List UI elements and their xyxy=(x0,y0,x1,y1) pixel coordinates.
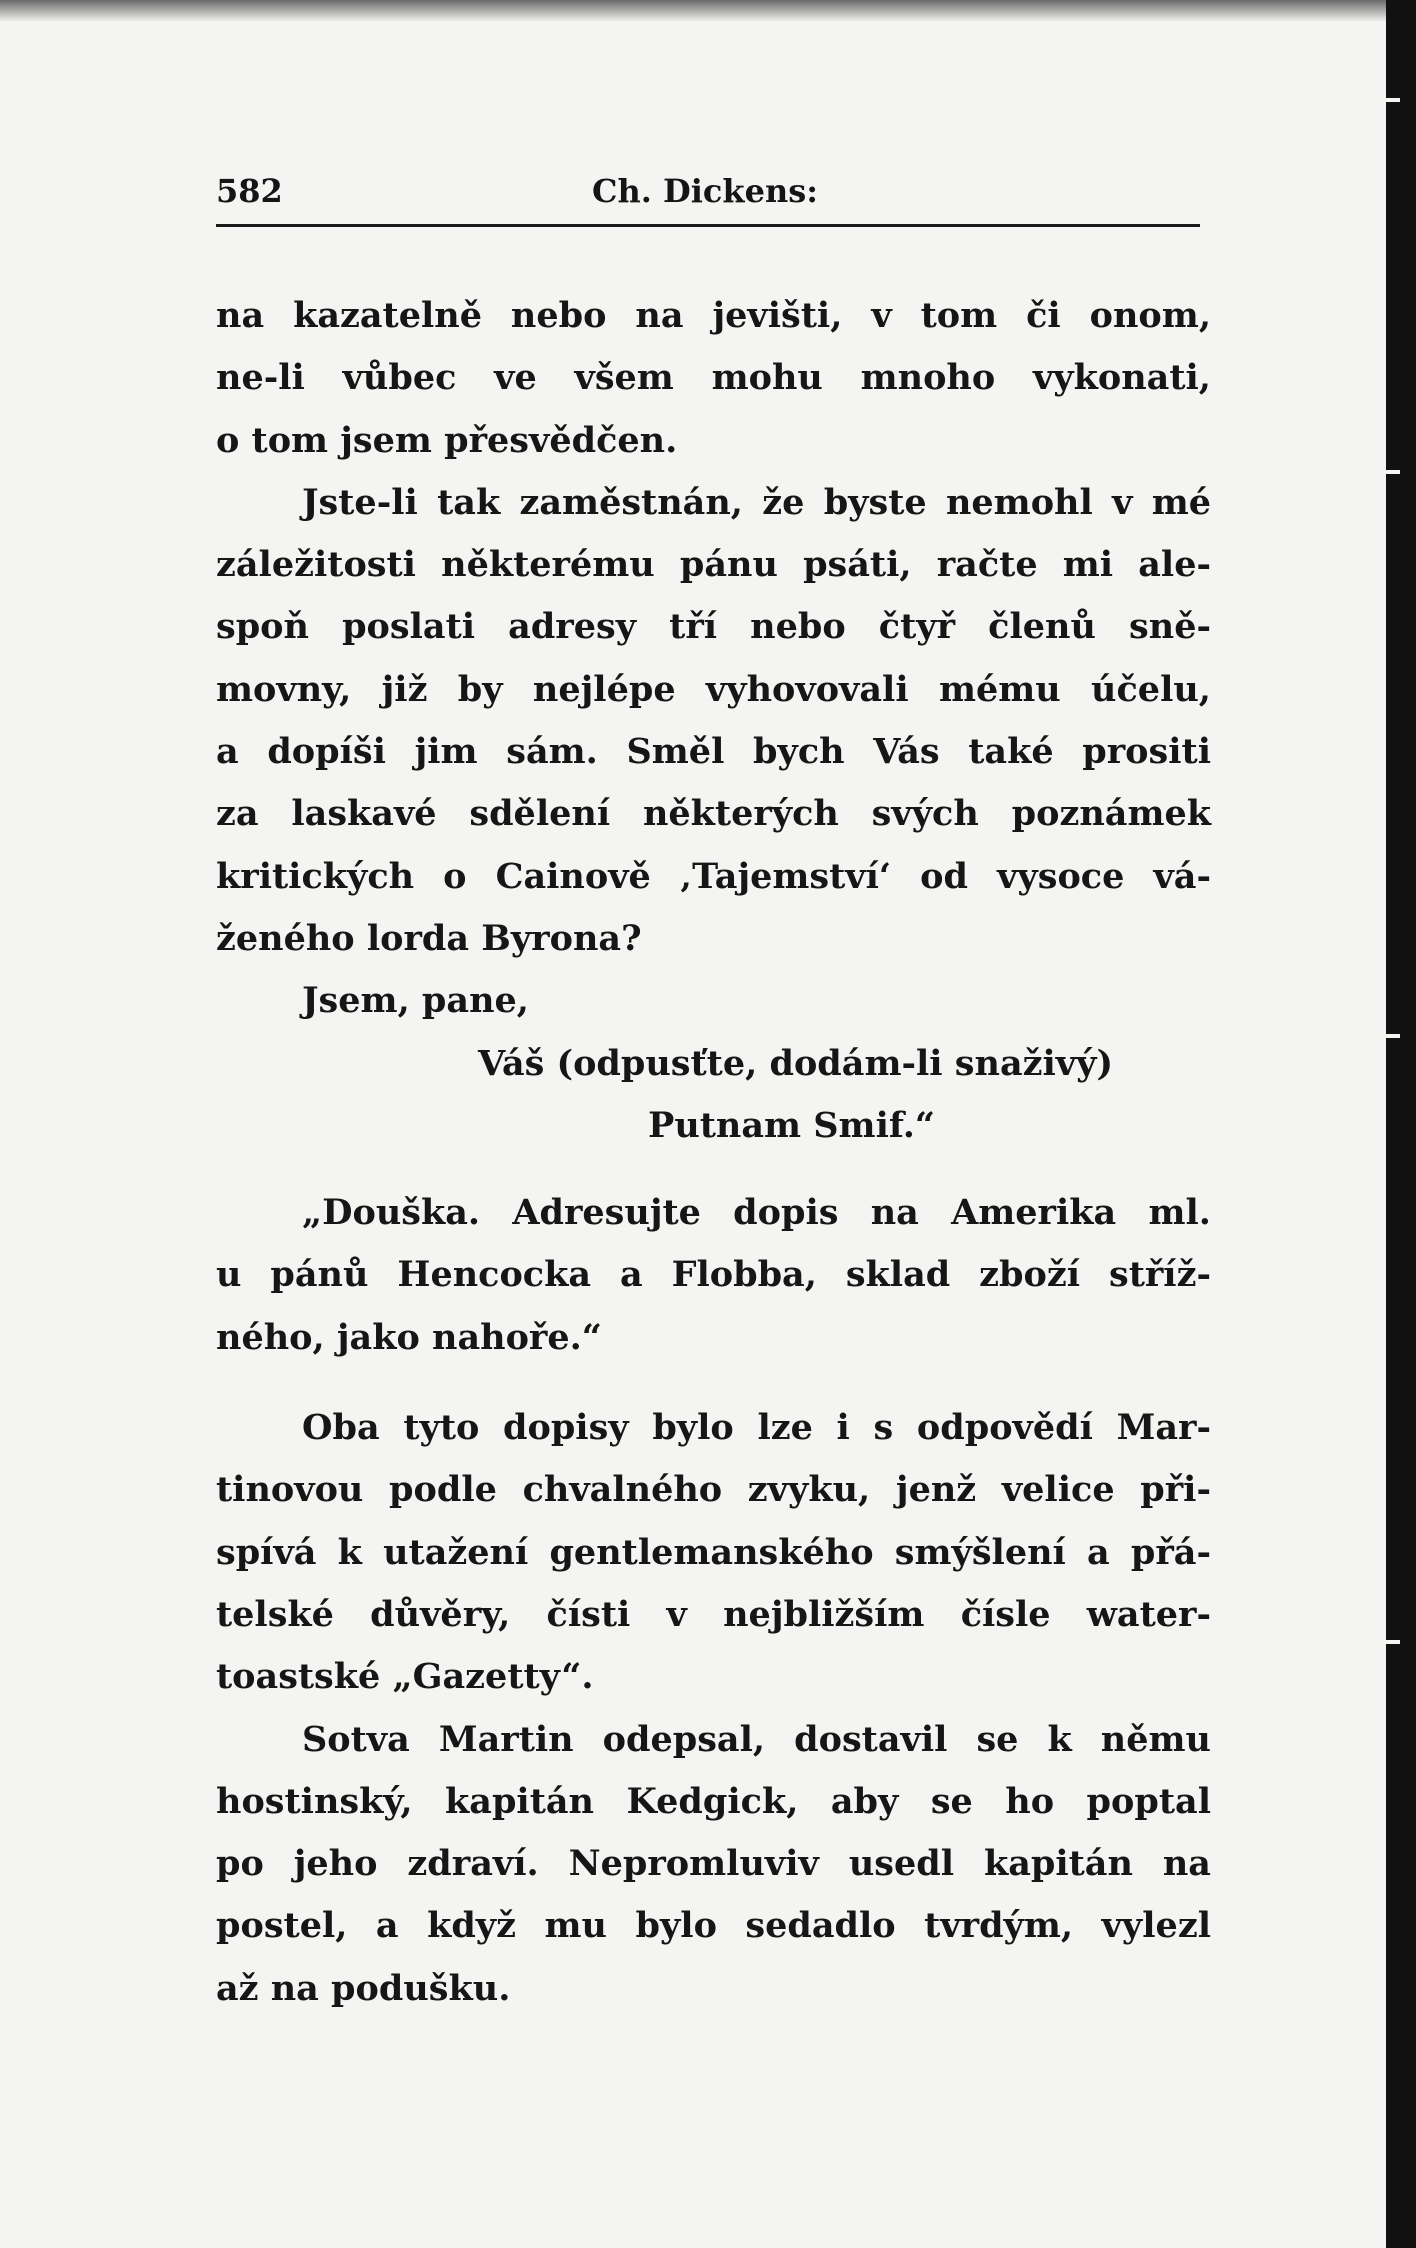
text-line: na kazatelně nebo na jevišti, v tom či onom, xyxy=(216,295,1211,336)
text-line: ného, jako nahoře.“ xyxy=(216,1316,602,1358)
text-line: postel, a když mu bylo sedadlo tvrdým, vylezl xyxy=(216,1905,1211,1947)
text-line: „Douška. Adresujte dopis na Amerika ml. xyxy=(302,1192,1211,1234)
text-line: u pánů Hencocka a Flobba, sklad zboží stříž- xyxy=(216,1254,1211,1296)
text-line: toastské „Gazetty“. xyxy=(216,1656,594,1698)
text-line: telské důvěry, čísti v nejbližším čísle water- xyxy=(216,1593,1211,1635)
page-header xyxy=(216,168,1200,218)
text-line: kritických o Cainově ‚Tajemství‘ od vysoce vá- xyxy=(216,855,1211,897)
signature-name: Putnam Smif.“ xyxy=(648,1104,936,1146)
page-number: 582 xyxy=(216,172,283,210)
text-line: spívá k utažení gentlemanského smýšlení a přá- xyxy=(216,1531,1211,1573)
spacer xyxy=(216,1157,1211,1182)
text-line: až na podušku. xyxy=(216,1967,511,2009)
book-edge-border xyxy=(1386,0,1416,2248)
text-line: hostinský, kapitán Kedgick, aby se ho poptal xyxy=(216,1780,1211,1822)
text-line: o tom jsem přesvědčen. xyxy=(216,419,678,461)
text-line: Oba tyto dopisy bylo lze i s odpovědí Mar- xyxy=(302,1407,1211,1449)
spacer xyxy=(216,1369,1211,1397)
paragraph-letter-end xyxy=(216,285,1211,472)
text-line: Jste-li tak zaměstnán, že byste nemohl v mé xyxy=(302,481,1211,523)
paragraph-martin xyxy=(216,1709,1211,2020)
text-line: za laskavé sdělení některých svých poznámek xyxy=(216,793,1211,835)
text-line: po jeho zdraví. Nepromluviv usedl kapitán na xyxy=(216,1843,1211,1885)
paragraph-letters xyxy=(216,1397,1211,1708)
scan-top-shadow xyxy=(0,0,1386,22)
running-head: Ch. Dickens: xyxy=(592,172,819,210)
text-line: záležitosti některému pánu psáti, račte mi ale- xyxy=(216,544,1211,586)
closing-line: Jsem, pane, xyxy=(302,980,529,1022)
paragraph-postscript xyxy=(216,1182,1211,1369)
page-body xyxy=(216,285,1211,2020)
text-line: tinovou podle chvalného zvyku, jenž velice při- xyxy=(216,1469,1211,1511)
text-line: ne-li vůbec ve všem mohu mnoho vykonati, xyxy=(216,357,1211,399)
letter-signature xyxy=(216,970,1211,1157)
paragraph-request xyxy=(216,472,1211,970)
text-line: ženého lorda Byrona? xyxy=(216,917,642,959)
text-line: Sotva Martin odepsal, dostavil se k němu xyxy=(302,1718,1211,1760)
header-rule xyxy=(216,224,1200,227)
text-line: spoň poslati adresy tří nebo čtyř členů sně- xyxy=(216,606,1211,648)
text-line: movny, již by nejlépe vyhovovali mému účelu, xyxy=(216,668,1211,710)
text-line: a dopíši jim sám. Směl bych Vás také prositi xyxy=(216,731,1211,773)
signature-line: Váš (odpusťte, dodám-li snaživý) xyxy=(478,1042,1114,1084)
